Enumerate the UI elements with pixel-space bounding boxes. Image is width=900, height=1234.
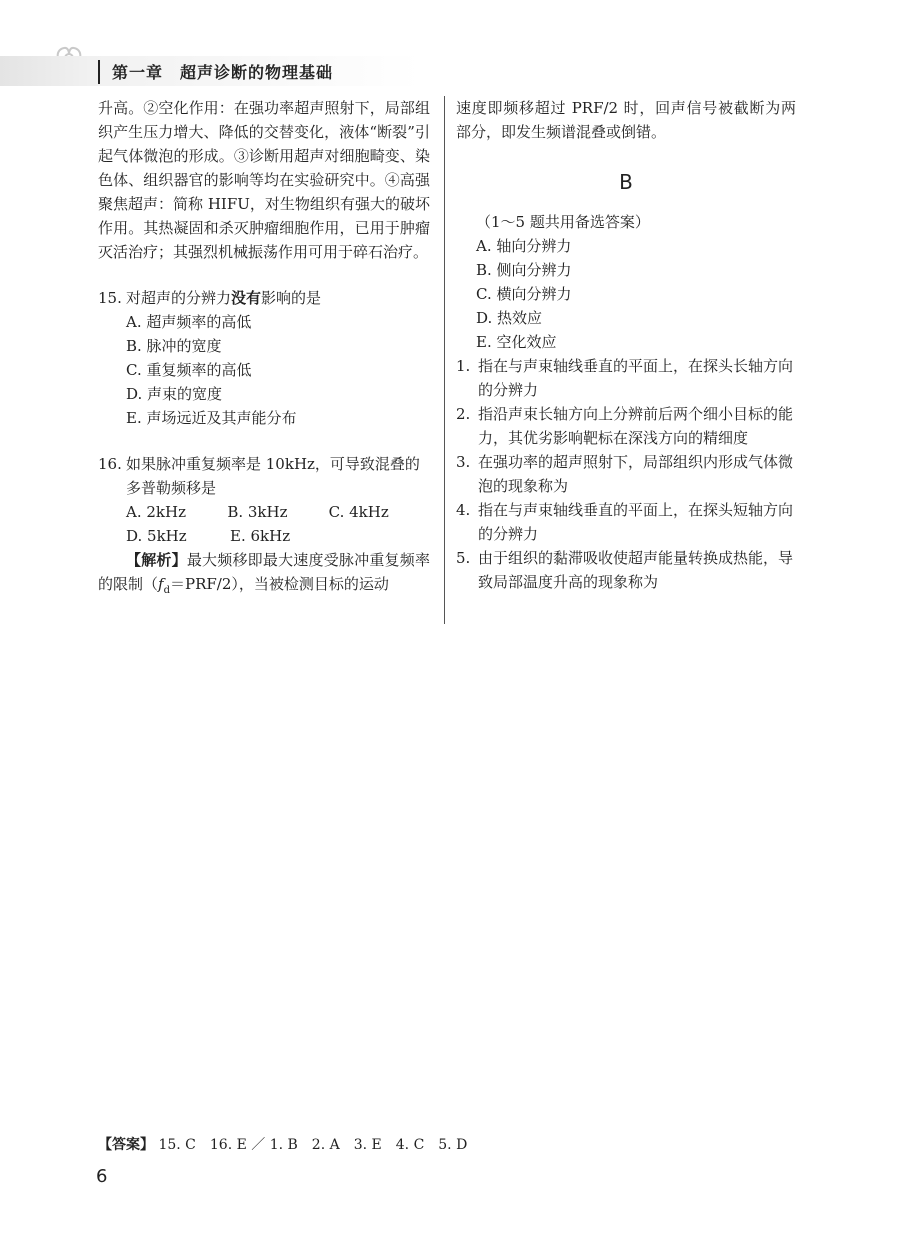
- question-number: 2.: [456, 405, 471, 423]
- option-a: A. 超声频率的高低: [126, 313, 252, 331]
- question-text: 指在与声束轴线垂直的平面上，在探头短轴方向的分辨力: [478, 501, 794, 543]
- question-number: 15.: [98, 289, 122, 307]
- continuation-paragraph: 升高。②空化作用：在强功率超声照射下，局部组织产生压力增大、降低的交替变化，液体“断裂”引起气体微泡的形成。③诊断用超声对细胞畸变、染色体、组织器官的影响等均在实验研究中。④高强聚焦超声：简称 HIFU，对生物组织有强大的破坏作用。其热凝固和杀灭肿瘤细胞作用，已用于肿瘤灭活治疗；其强烈机械振荡作用可用于碎石治疗。: [98, 99, 430, 261]
- shared-option-list: [456, 234, 796, 354]
- option-d: D. 5kHz: [126, 527, 187, 545]
- option-c: C. 横向分辨力: [476, 285, 572, 303]
- question-5: [456, 546, 796, 594]
- answer-values: 15. C 16. E ／ 1. B 2. A 3. E 4. C 5. D: [158, 1137, 468, 1153]
- question-stem: [98, 286, 430, 310]
- header-divider: [98, 60, 100, 84]
- question-2: [456, 402, 796, 450]
- stem-text: 影响的是: [261, 289, 322, 307]
- question-number: 1.: [456, 357, 471, 375]
- question-15: [98, 286, 430, 430]
- formula-variable: f: [158, 575, 164, 593]
- option-d: D. 声束的宽度: [126, 385, 223, 403]
- analysis-label: 【解析】: [126, 551, 187, 569]
- option-a: A. 2kHz: [126, 503, 186, 521]
- option-c: C. 重复频率的高低: [126, 361, 252, 379]
- stem-emphasis: 没有: [231, 289, 262, 307]
- option-e: E. 6kHz: [230, 527, 291, 545]
- option-e: E. 声场远近及其声能分布: [126, 409, 297, 427]
- continuation-paragraph: 速度即频移超过 PRF/2 时，回声信号被截断为两部分，即发生频谱混叠或倒错。: [456, 99, 796, 141]
- page-number: 6: [96, 1166, 108, 1187]
- question-number: 4.: [456, 501, 471, 519]
- analysis-text: 最大频移即最大速度受脉冲重复频率的限制（: [98, 551, 430, 593]
- question-text: 指沿声束长轴方向上分辨前后两个细小目标的能力，其优劣影响靶标在深浅方向的精细度: [478, 405, 794, 447]
- option-row: [126, 500, 430, 524]
- left-column: [98, 96, 430, 603]
- answer-label: 【答案】: [98, 1137, 154, 1153]
- option-a: A. 轴向分辨力: [476, 237, 572, 255]
- option-d: D. 热效应: [476, 309, 543, 327]
- stem-text: 如果脉冲重复频率是 10kHz，可导致混叠的多普勒频移是: [126, 455, 420, 497]
- answer-key: [98, 1134, 467, 1154]
- option-list: [98, 500, 430, 548]
- question-number: 3.: [456, 453, 471, 471]
- analysis-text: ＝PRF/2），当被检测目标的运动: [169, 575, 389, 593]
- question-text: 在强功率的超声照射下，局部组织内形成气体微泡的现象称为: [478, 453, 794, 495]
- shared-answers-note: （1～5 题共用备选答案）: [476, 213, 650, 231]
- question-text: 指在与声束轴线垂直的平面上，在探头长轴方向的分辨力: [478, 357, 794, 399]
- question-number: 5.: [456, 549, 471, 567]
- option-row: [126, 524, 430, 548]
- option-b: B. 脉冲的宽度: [126, 337, 222, 355]
- question-number: 16.: [98, 455, 122, 473]
- option-b: B. 侧向分辨力: [476, 261, 572, 279]
- question-4: [456, 498, 796, 546]
- chapter-title: 第一章 超声诊断的物理基础: [112, 63, 334, 82]
- question-stem: [98, 452, 430, 500]
- option-b: B. 3kHz: [227, 503, 288, 521]
- option-c: C. 4kHz: [328, 503, 389, 521]
- option-e: E. 空化效应: [476, 333, 557, 351]
- question-16: [98, 452, 430, 603]
- question-3: [456, 450, 796, 498]
- stem-text: 对超声的分辨力: [126, 289, 232, 307]
- question-text: 由于组织的黏滞吸收使超声能量转换成热能，导致局部温度升高的现象称为: [478, 549, 794, 591]
- column-divider: [444, 96, 445, 624]
- option-list: [98, 310, 430, 430]
- section-heading: B: [619, 170, 633, 194]
- right-column: [456, 96, 796, 594]
- question-1: [456, 354, 796, 402]
- analysis-paragraph: [98, 548, 430, 603]
- formula-subscript: d: [163, 585, 170, 596]
